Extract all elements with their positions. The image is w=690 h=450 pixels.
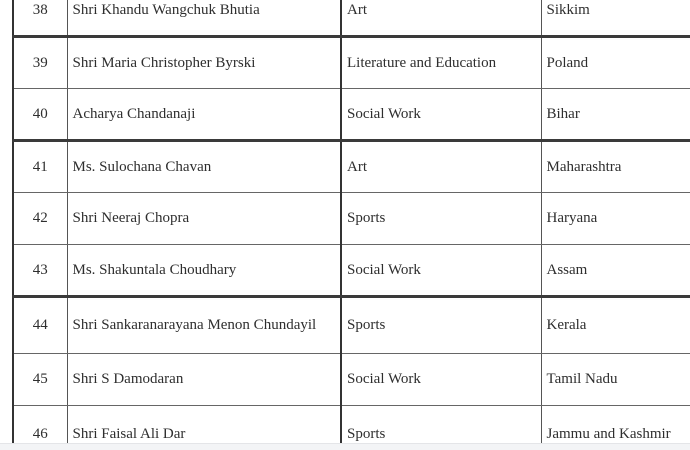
table-row: [13, 193, 690, 245]
field-cell: Social Work: [341, 245, 541, 297]
state-cell: Assam: [541, 245, 690, 297]
state-cell: Jammu and Kashmir: [541, 406, 690, 444]
field-cell: Literature and Education: [341, 37, 541, 89]
table-row: [13, 245, 690, 297]
awardees-table: [12, 0, 690, 443]
serial-number-cell: 43: [13, 245, 67, 297]
name-cell: Shri S Damodaran: [67, 354, 341, 406]
serial-number-cell: 45: [13, 354, 67, 406]
viewer-bottom-bar: [0, 443, 690, 450]
field-cell: Art: [341, 0, 541, 37]
state-cell: Tamil Nadu: [541, 354, 690, 406]
name-cell: Shri Faisal Ali Dar: [67, 406, 341, 444]
table-row: [13, 37, 690, 89]
state-cell: Poland: [541, 37, 690, 89]
state-cell: Bihar: [541, 89, 690, 141]
field-cell: Art: [341, 141, 541, 193]
field-cell: Sports: [341, 193, 541, 245]
state-cell: Maharashtra: [541, 141, 690, 193]
serial-number-cell: 40: [13, 89, 67, 141]
serial-number-cell: 38: [13, 0, 67, 37]
state-cell: Haryana: [541, 193, 690, 245]
name-cell: Acharya Chandanaji: [67, 89, 341, 141]
serial-number-cell: 39: [13, 37, 67, 89]
serial-number-cell: 46: [13, 406, 67, 444]
field-cell: Social Work: [341, 354, 541, 406]
name-cell: Shri Sankaranarayana Menon Chundayil: [67, 297, 341, 354]
serial-number-cell: 44: [13, 297, 67, 354]
name-cell: Shri Neeraj Chopra: [67, 193, 341, 245]
table-row: [13, 89, 690, 141]
name-cell: Ms. Shakuntala Choudhary: [67, 245, 341, 297]
field-cell: Sports: [341, 297, 541, 354]
field-cell: Social Work: [341, 89, 541, 141]
serial-number-cell: 42: [13, 193, 67, 245]
serial-number-cell: 41: [13, 141, 67, 193]
state-cell: Kerala: [541, 297, 690, 354]
name-cell: Shri Maria Christopher Byrski: [67, 37, 341, 89]
table-row: [13, 297, 690, 354]
field-cell: Sports: [341, 406, 541, 444]
table-row: [13, 354, 690, 406]
table-row: [13, 406, 690, 444]
table-row: [13, 141, 690, 193]
state-cell: Sikkim: [541, 0, 690, 37]
name-cell: Shri Khandu Wangchuk Bhutia: [67, 0, 341, 37]
table-row: [13, 0, 690, 37]
name-cell: Ms. Sulochana Chavan: [67, 141, 341, 193]
